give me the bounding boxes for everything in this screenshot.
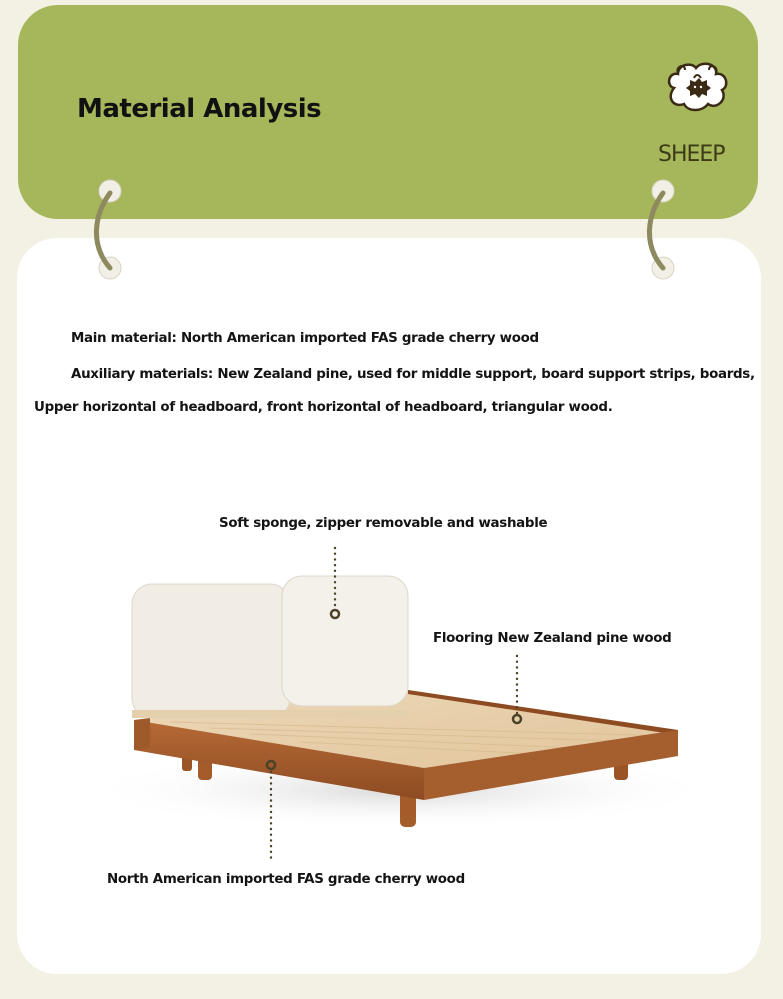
bed-product-image bbox=[70, 560, 710, 850]
binder-ring-left-icon bbox=[80, 175, 160, 285]
auxiliary-material-text: Auxiliary materials: New Zealand pine, used for middle support, board support strips, boards, bbox=[71, 367, 755, 382]
auxiliary-material-text-cont: Upper horizontal of headboard, front horizontal of headboard, triangular wood. bbox=[34, 400, 613, 415]
sheep-cloud-icon bbox=[664, 58, 732, 114]
brand-name: SHEEP bbox=[658, 142, 725, 167]
callout-headboard: Soft sponge, zipper removable and washable bbox=[219, 516, 548, 531]
callout-bed-frame: North American imported FAS grade cherry wood bbox=[107, 872, 465, 887]
page-title: Material Analysis bbox=[77, 94, 322, 124]
binder-ring-right-icon bbox=[630, 175, 710, 285]
callout-slat-base: Flooring New Zealand pine wood bbox=[433, 631, 672, 646]
main-material-text: Main material: North American imported FAS grade cherry wood bbox=[71, 331, 539, 346]
